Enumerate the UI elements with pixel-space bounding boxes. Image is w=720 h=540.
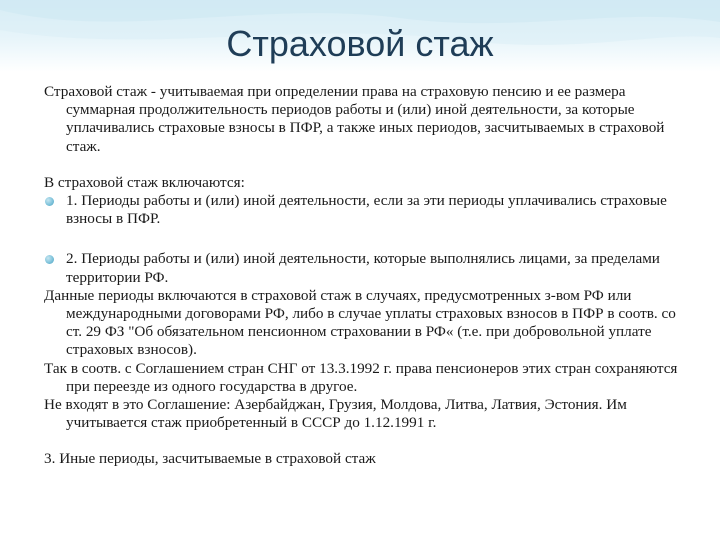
bullet-item-1 <box>44 192 684 228</box>
bullet-dot-icon <box>45 197 54 206</box>
bullet-dot-icon <box>45 255 54 264</box>
slide-title: Страховой стаж <box>226 23 494 64</box>
excluded-countries-paragraph: Не входят в это Соглашение: Азербайджан, Грузия, Молдова, Литва, Латвия, Эстония. Им учитывается стаж приобретенный в СССР до 1.12.1991 г. <box>44 396 627 432</box>
slide-body <box>44 83 684 469</box>
inclusion-conditions-paragraph: Данные периоды включаются в страховой стаж в случаях, предусмотренных з-вом РФ или международными договорами РФ, либо в случае уплаты страховых взносов в ПФР в соотв. со ст. 29 ФЗ "Об обязательном пенсионном страховании в РФ« (т.е. при добровольной уплате страховых взносов). <box>44 286 676 359</box>
other-periods-paragraph: 3. Иные периоды, засчитываемые в страховой стаж <box>44 450 376 468</box>
bullet-text-1: 1. Периоды работы и (или) иной деятельности, если за эти периоды уплачивались страховые взносы в ПФР. <box>66 192 667 228</box>
bullet-item-2 <box>44 250 684 286</box>
includes-heading: В страховой стаж включаются: <box>44 173 245 191</box>
definition-paragraph: Страховой стаж - учитываемая при определении права на страховую пенсию и ее размера суммарная продолжительность периодов работы и (или) иной деятельности, за которые уплачивались страховые взносы в ПФР, а также иных периодов, засчитываемых в страховой стаж. <box>44 83 665 155</box>
cis-agreement-paragraph: Так в соотв. с Соглашением стран СНГ от 13.3.1992 г. права пенсионеров этих стран сохраняются при переезде из одного государства в другое. <box>44 359 678 395</box>
bullet-text-2: 2. Периоды работы и (или) иной деятельности, которые выполнялись лицами, за пределами территории РФ. <box>66 250 660 286</box>
